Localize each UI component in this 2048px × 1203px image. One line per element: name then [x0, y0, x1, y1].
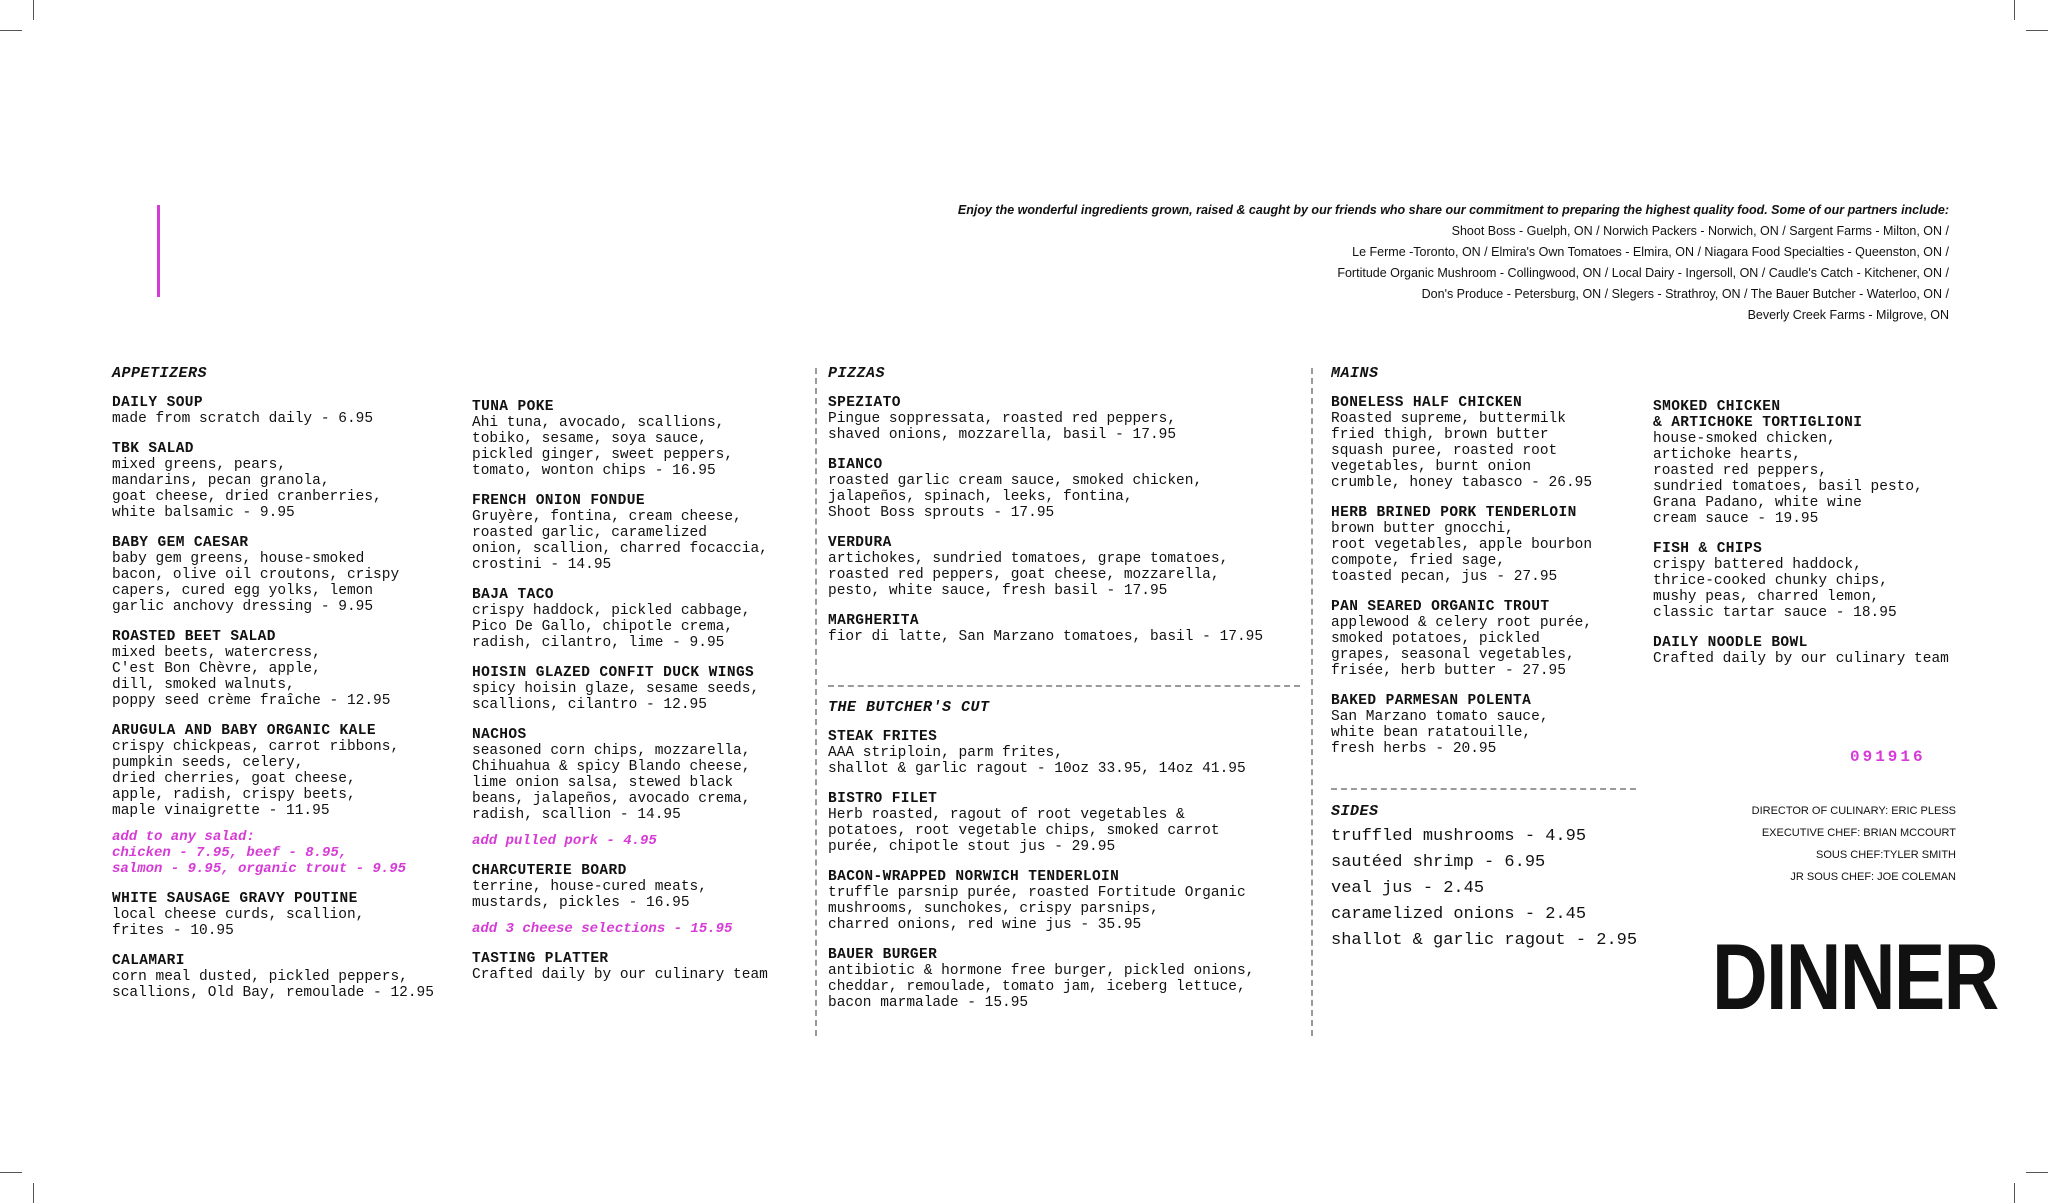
- section-divider: [828, 685, 1300, 687]
- menu-item: [828, 535, 1308, 599]
- butchers-cut-column: [828, 699, 1308, 1025]
- item-desc: antibiotic & hormone free burger, pickled onions, cheddar, remoulade, tomato jam, iceberg lettuce, bacon marmalade - 15.95: [828, 963, 1255, 1011]
- section-title-appetizers: APPETIZERS: [112, 365, 208, 382]
- menu-item: [828, 791, 1308, 855]
- item-name: BACON-WRAPPED NORWICH TENDERLOIN: [828, 869, 1120, 885]
- item-desc: mixed beets, watercress, C'est Bon Chèvre, apple, dill, smoked walnuts, poppy seed crème fraîche - 12.95: [112, 645, 391, 709]
- menu-item: [472, 493, 802, 573]
- item-name: TBK SALAD: [112, 441, 194, 457]
- item-desc: San Marzano tomato sauce, white bean ratatouille, fresh herbs - 20.95: [1331, 709, 1549, 757]
- mains-column-1: [1331, 365, 1651, 771]
- intro-line: Le Ferme -Toronto, ON / Elmira's Own Tomatoes - Elmira, ON / Niagara Food Specialties - Queenston, ON /: [1352, 245, 1949, 259]
- item-name: SPEZIATO: [828, 395, 901, 411]
- intro-line: Don's Produce - Petersburg, ON / Slegers - Strathroy, ON / The Bauer Butcher - Waterloo, ON /: [1421, 287, 1949, 301]
- intro-line: Beverly Creek Farms - Milgrove, ON: [1747, 308, 1949, 322]
- item-desc: brown butter gnocchi, root vegetables, apple bourbon compote, fried sage, toasted pecan, jus - 27.95: [1331, 521, 1593, 585]
- credit-line: JR SOUS CHEF: JOE COLEMAN: [1790, 871, 1956, 883]
- side-item: sautéed shrimp - 6.95: [1331, 853, 1546, 872]
- menu-title: DINNER: [1712, 924, 1998, 1029]
- side-item: veal jus - 2.45: [1331, 879, 1485, 898]
- item-desc: corn meal dusted, pickled peppers, scallions, Old Bay, remoulade - 12.95: [112, 969, 434, 1001]
- credit-line: DIRECTOR OF CULINARY: ERIC PLESS: [1751, 805, 1956, 817]
- menu-item: [1331, 395, 1651, 491]
- credit-line: EXECUTIVE CHEF: BRIAN MCCOURT: [1761, 827, 1956, 839]
- crop-mark: [33, 1183, 34, 1203]
- menu-item: [828, 457, 1308, 521]
- item-desc: crispy battered haddock, thrice-cooked chunky chips, mushy peas, charred lemon, classic tartar sauce - 18.95: [1653, 557, 1897, 621]
- menu-item: [1331, 599, 1651, 679]
- item-name: WHITE SAUSAGE GRAVY POUTINE: [112, 891, 358, 907]
- item-name: BABY GEM CAESAR: [112, 535, 249, 551]
- item-name: BAUER BURGER: [828, 947, 938, 963]
- menu-item: [1653, 399, 1973, 527]
- menu-item: [112, 395, 457, 427]
- accent-bar: [157, 205, 160, 297]
- intro-line: Shoot Boss - Guelph, ON / Norwich Packers - Norwich, ON / Sargent Farms - Milton, ON /: [1451, 224, 1949, 238]
- crop-mark: [2026, 1172, 2048, 1173]
- menu-item: [112, 441, 457, 521]
- salad-addon-note: add to any salad: chicken - 7.95, beef - 8.95, salmon - 9.95, organic trout - 9.95: [112, 829, 407, 877]
- intro-line: Fortitude Organic Mushroom - Collingwood, ON / Local Dairy - Ingersoll, ON / Caudle's Catch - Kitchener, ON /: [1337, 266, 1949, 280]
- item-desc: house-smoked chicken, artichoke hearts, roasted red peppers, sundried tomatoes, basil pesto, Grana Padano, white wine cream sauce - 19.95: [1653, 431, 1923, 527]
- item-name: BAKED PARMESAN POLENTA: [1331, 693, 1532, 709]
- item-desc: Ahi tuna, avocado, scallions, tobiko, sesame, soya sauce, pickled ginger, sweet peppers, tomato, wonton chips - 16.95: [472, 415, 734, 479]
- menu-item: [112, 629, 457, 709]
- menu-item: [828, 395, 1308, 443]
- menu-item: [828, 947, 1308, 1011]
- menu-item: [1331, 693, 1651, 757]
- item-name: NACHOS: [472, 727, 527, 743]
- crop-mark: [2014, 0, 2015, 20]
- item-name: ROASTED BEET SALAD: [112, 629, 276, 645]
- item-name: CALAMARI: [112, 953, 185, 969]
- side-item: truffled mushrooms - 4.95: [1331, 827, 1587, 846]
- item-name: FRENCH ONION FONDUE: [472, 493, 645, 509]
- menu-item: [112, 953, 457, 1001]
- item-name: PAN SEARED ORGANIC TROUT: [1331, 599, 1550, 615]
- appetizers-column-2: [472, 399, 802, 997]
- item-desc: crispy haddock, pickled cabbage, Pico De Gallo, chipotle crema, radish, cilantro, lime - 9.95: [472, 603, 751, 651]
- section-title-mains: MAINS: [1331, 365, 1379, 382]
- item-desc: seasoned corn chips, mozzarella, Chihuahua & spicy Blando cheese, lime onion salsa, stewed black beans, jalapeños, avocado crema, radish, scallion - 14.95: [472, 743, 751, 823]
- crop-mark: [0, 1172, 22, 1173]
- menu-item: [472, 951, 802, 983]
- item-name: VERDURA: [828, 535, 892, 551]
- crop-mark: [33, 0, 34, 20]
- intro-lead: Enjoy the wonderful ingredients grown, raised & caught by our friends who share our commitment to preparing the highest quality food. Some of our partners include:: [957, 203, 1949, 217]
- item-name: TASTING PLATTER: [472, 951, 609, 967]
- item-name: FISH & CHIPS: [1653, 541, 1763, 557]
- item-desc: Crafted daily by our culinary team: [1653, 651, 1949, 667]
- menu-item: [472, 587, 802, 651]
- item-desc: crispy chickpeas, carrot ribbons, pumpkin seeds, celery, dried cherries, goat cheese, apple, radish, crispy beets, maple vinaigrette - 11.95: [112, 739, 400, 819]
- item-desc: local cheese curds, scallion, frites - 10.95: [112, 907, 365, 939]
- menu-item: [472, 727, 802, 823]
- item-name: DAILY SOUP: [112, 395, 204, 411]
- item-name: BAJA TACO: [472, 587, 554, 603]
- section-divider: [1331, 788, 1636, 790]
- crop-mark: [2026, 30, 2048, 31]
- appetizers-column-1: [112, 365, 457, 1015]
- crop-mark: [2014, 1183, 2015, 1203]
- side-item: shallot & garlic ragout - 2.95: [1331, 931, 1638, 950]
- pulled-pork-addon-note: add pulled pork - 4.95: [472, 833, 657, 849]
- item-name: BISTRO FILET: [828, 791, 938, 807]
- crop-mark: [0, 30, 22, 31]
- item-desc: terrine, house-cured meats, mustards, pickles - 16.95: [472, 879, 707, 911]
- item-desc: truffle parsnip purée, roasted Fortitude Organic mushrooms, sunchokes, crispy parsnips, charred onions, red wine jus - 35.95: [828, 885, 1246, 933]
- sides-column: [1331, 803, 1661, 954]
- item-desc: AAA striploin, parm frites, shallot & garlic ragout - 10oz 33.95, 14oz 41.95: [828, 745, 1246, 777]
- menu-item: [112, 535, 457, 615]
- section-title-sides: SIDES: [1331, 803, 1379, 820]
- item-desc: Roasted supreme, buttermilk fried thigh, brown butter squash puree, roasted root vegetables, burnt onion crumble, honey tabasco - 26.95: [1331, 411, 1593, 491]
- item-name: CHARCUTERIE BOARD: [472, 863, 627, 879]
- item-name: ARUGULA AND BABY ORGANIC KALE: [112, 723, 376, 739]
- mains-column-2: [1653, 399, 1973, 681]
- item-desc: Gruyère, fontina, cream cheese, roasted garlic, caramelized onion, scallion, charred focaccia, crostini - 14.95: [472, 509, 768, 573]
- section-title-pizzas: PIZZAS: [828, 365, 886, 382]
- item-desc: Herb roasted, ragout of root vegetables & potatoes, root vegetable chips, smoked carrot purée, chipotle stout jus - 29.95: [828, 807, 1220, 855]
- item-name: DAILY NOODLE BOWL: [1653, 635, 1808, 651]
- side-item: caramelized onions - 2.45: [1331, 905, 1587, 924]
- item-desc: mixed greens, pears, mandarins, pecan granola, goat cheese, dried cranberries, white balsamic - 9.95: [112, 457, 382, 521]
- menu-code: 091916: [1850, 748, 1926, 766]
- item-desc: applewood & celery root purée, smoked potatoes, pickled grapes, seasonal vegetables, frisée, herb butter - 27.95: [1331, 615, 1593, 679]
- item-desc: artichokes, sundried tomatoes, grape tomatoes, roasted red peppers, goat cheese, mozzarella, pesto, white sauce, fresh basil - 17.95: [828, 551, 1229, 599]
- menu-item: [828, 613, 1308, 645]
- menu-item: [1331, 505, 1651, 585]
- section-title-butchers-cut: THE BUTCHER'S CUT: [828, 699, 990, 716]
- menu-item: [828, 729, 1308, 777]
- cheese-addon-note: add 3 cheese selections - 15.95: [472, 921, 733, 937]
- partners-intro: [849, 200, 1949, 326]
- chef-credits: [1752, 800, 1956, 888]
- menu-item: [472, 399, 802, 479]
- credit-line: SOUS CHEF:TYLER SMITH: [1816, 849, 1956, 861]
- item-name: BIANCO: [828, 457, 883, 473]
- item-desc: Pingue soppressata, roasted red peppers, shaved onions, mozzarella, basil - 17.95: [828, 411, 1177, 443]
- item-desc: baby gem greens, house-smoked bacon, olive oil croutons, crispy capers, cured egg yolks, lemon garlic anchovy dressing - 9.95: [112, 551, 400, 615]
- column-divider: [815, 368, 817, 1036]
- item-name: HOISIN GLAZED CONFIT DUCK WINGS: [472, 665, 755, 681]
- item-desc: roasted garlic cream sauce, smoked chicken, jalapeños, spinach, leeks, fontina, Shoot Boss sprouts - 17.95: [828, 473, 1203, 521]
- menu-item: [828, 869, 1308, 933]
- menu-item: [1653, 635, 1973, 667]
- item-name: STEAK FRITES: [828, 729, 938, 745]
- item-name: SMOKED CHICKEN & ARTICHOKE TORTIGLIONI: [1653, 399, 1863, 431]
- menu-item: [1653, 541, 1973, 621]
- item-name: HERB BRINED PORK TENDERLOIN: [1331, 505, 1577, 521]
- item-desc: spicy hoisin glaze, sesame seeds, scallions, cilantro - 12.95: [472, 681, 760, 713]
- menu-item: [112, 723, 457, 819]
- item-name: MARGHERITA: [828, 613, 920, 629]
- item-name: BONELESS HALF CHICKEN: [1331, 395, 1523, 411]
- menu-item: [112, 891, 457, 939]
- item-desc: made from scratch daily - 6.95: [112, 411, 374, 427]
- item-name: TUNA POKE: [472, 399, 554, 415]
- item-desc: fior di latte, San Marzano tomatoes, basil - 17.95: [828, 629, 1264, 645]
- item-desc: Crafted daily by our culinary team: [472, 967, 768, 983]
- menu-item: [472, 665, 802, 713]
- column-divider: [1311, 368, 1313, 1036]
- menu-item: [472, 863, 802, 911]
- pizzas-column: [828, 365, 1308, 659]
